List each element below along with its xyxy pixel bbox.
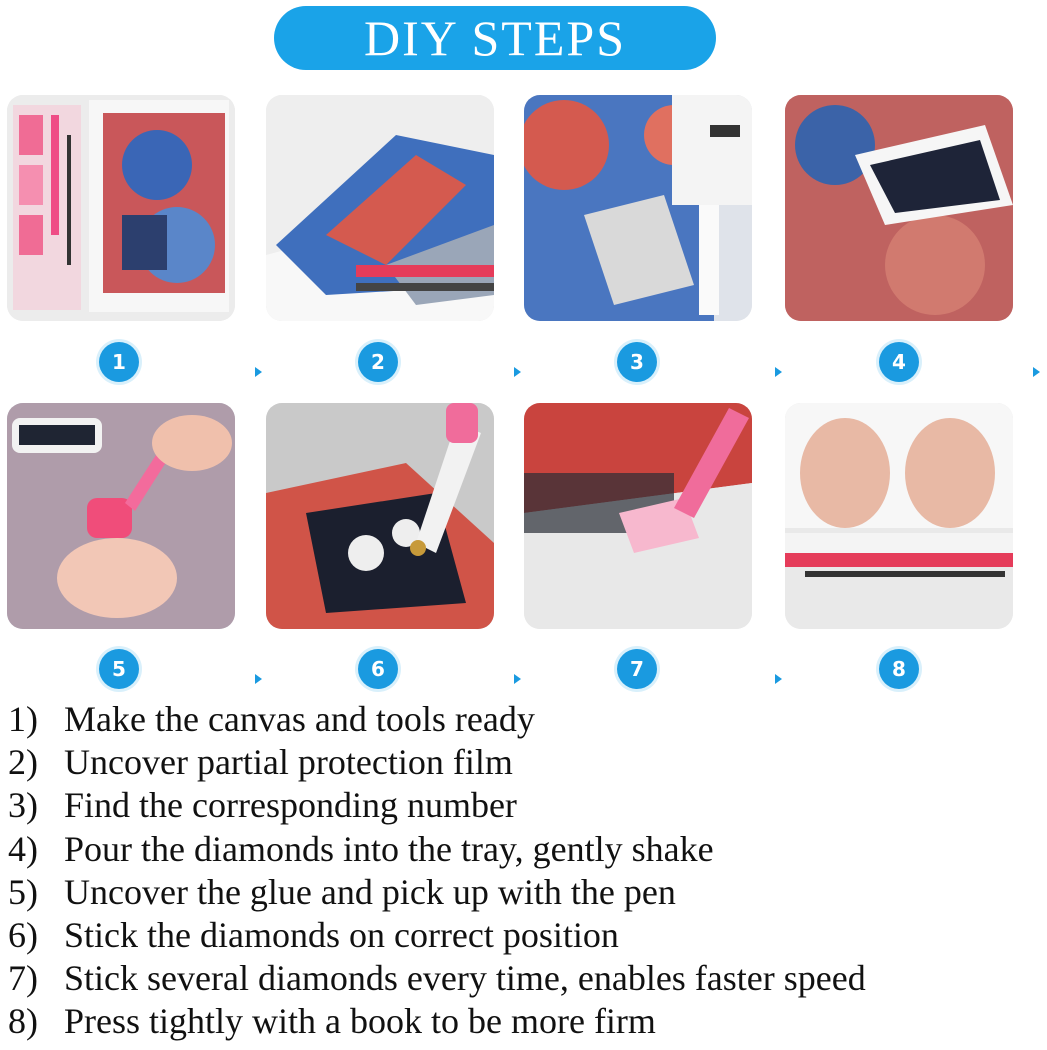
multi-placer-photo-icon	[524, 403, 752, 629]
list-item	[8, 957, 866, 1000]
list-item-index: 4)	[8, 828, 38, 869]
step-2-badge	[358, 342, 398, 382]
step-4-number: 4	[892, 350, 906, 374]
step-2-photo	[266, 95, 494, 321]
list-item	[8, 914, 866, 957]
step-7-badge	[617, 649, 657, 689]
chevron-right-icon	[775, 674, 782, 684]
title-banner	[274, 6, 716, 70]
list-item	[8, 741, 866, 784]
list-item-index: 6)	[8, 915, 38, 956]
step-4-photo	[785, 95, 1013, 321]
chevron-right-icon	[255, 367, 262, 377]
step-1-photo	[7, 95, 235, 321]
page-title: DIY STEPS	[363, 10, 627, 66]
list-item-index: 2)	[8, 742, 38, 783]
step-8-photo	[785, 403, 1013, 629]
chevron-right-icon	[255, 674, 262, 684]
chevron-right-icon	[775, 367, 782, 377]
step-3-number: 3	[630, 350, 644, 374]
step-5-badge	[99, 649, 139, 689]
step-6-photo	[266, 403, 494, 629]
step-6-number: 6	[371, 657, 385, 681]
chevron-right-icon	[514, 367, 521, 377]
instructions-list	[8, 698, 866, 1044]
list-item-index: 3)	[8, 785, 38, 826]
step-6-badge	[358, 649, 398, 689]
list-item-index: 7)	[8, 958, 38, 999]
list-item-text: Uncover partial protection film	[64, 742, 513, 783]
step-3-badge	[617, 342, 657, 382]
step-1-number: 1	[112, 350, 126, 374]
step-8-badge	[879, 649, 919, 689]
list-item	[8, 828, 866, 871]
glue-pen-photo-icon	[7, 403, 235, 629]
canvas-and-tools-photo-icon	[7, 95, 235, 321]
list-item-text: Make the canvas and tools ready	[64, 699, 535, 739]
step-4-badge	[879, 342, 919, 382]
protection-film-photo-icon	[266, 95, 494, 321]
list-item-index: 5)	[8, 871, 38, 912]
step-5-number: 5	[112, 657, 126, 681]
list-item	[8, 1000, 866, 1043]
list-item-text: Find the corresponding number	[64, 785, 517, 826]
step-8-number: 8	[892, 657, 906, 681]
list-item-index: 1)	[8, 699, 38, 739]
press-with-book-photo-icon	[785, 403, 1013, 629]
list-item-text: Press tightly with a book to be more firm	[64, 1001, 656, 1042]
list-item	[8, 698, 866, 741]
chevron-right-icon	[1033, 367, 1040, 377]
step-2-number: 2	[371, 350, 385, 374]
list-item-index: 8)	[8, 1001, 38, 1042]
step-1-badge	[99, 342, 139, 382]
corresponding-number-photo-icon	[524, 95, 752, 321]
step-7-number: 7	[630, 657, 644, 681]
diamond-tray-photo-icon	[785, 95, 1013, 321]
step-7-photo	[524, 403, 752, 629]
list-item-text: Stick the diamonds on correct position	[64, 915, 619, 956]
stick-diamond-photo-icon	[266, 403, 494, 629]
step-5-photo	[7, 403, 235, 629]
chevron-right-icon	[514, 674, 521, 684]
list-item	[8, 871, 866, 914]
list-item-text: Uncover the glue and pick up with the pen	[64, 871, 676, 912]
step-3-photo	[524, 95, 752, 321]
list-item-text: Pour the diamonds into the tray, gently shake	[64, 828, 714, 869]
list-item	[8, 784, 866, 827]
list-item-text: Stick several diamonds every time, enables faster speed	[64, 958, 866, 999]
